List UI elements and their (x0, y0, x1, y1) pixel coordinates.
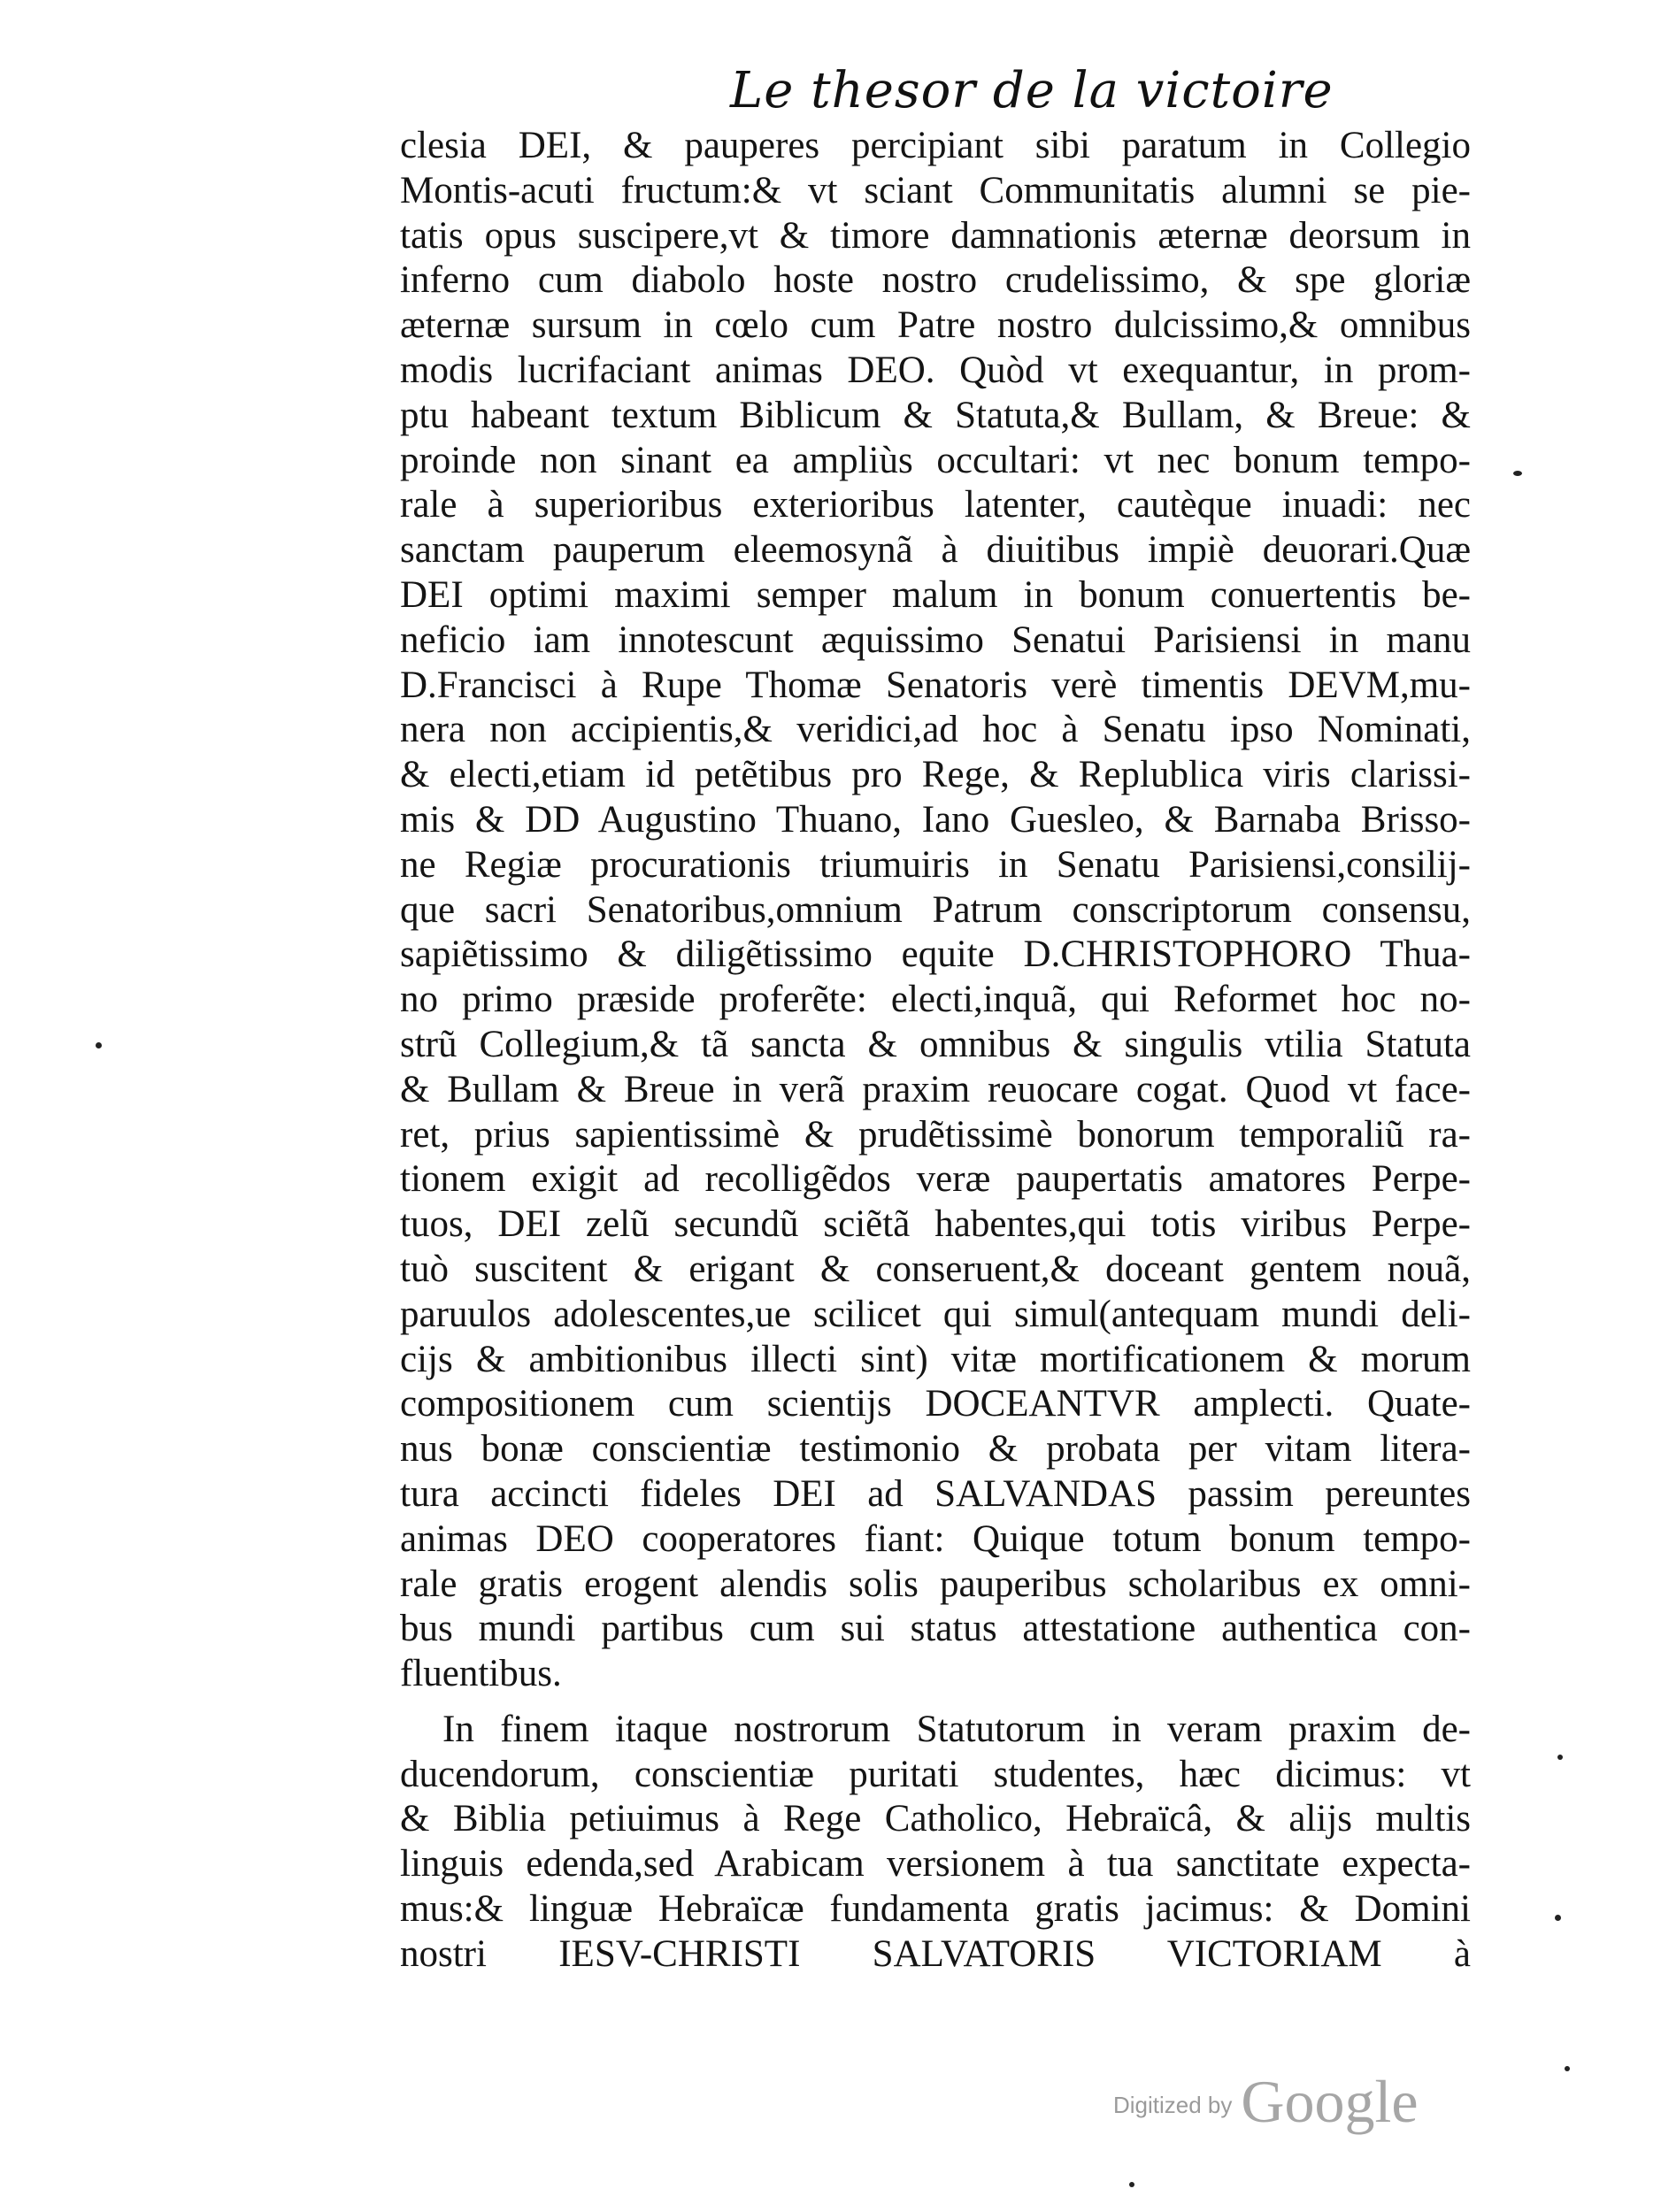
digitized-watermark (1113, 2067, 1419, 2137)
text-line: rale gratis erogent alendis solis pauperibus scholaribus ex omni- (400, 1563, 1471, 1605)
ink-speck (1129, 2182, 1134, 2187)
text-line: DEI optimi maximi semper malum in bonum conuertentis be- (400, 573, 1471, 616)
text-line: nostri IESV-CHRISTI SALVATORIS VICTORIAM à (400, 1932, 1471, 1975)
text-line: sapiẽtissimo & diligẽtissimo equite D.CHRISTOPHORO Thua- (400, 933, 1471, 976)
text-line: rale à superioribus exterioribus latenter, cautèque inuadi: nec (400, 484, 1471, 526)
google-logo: Google (1241, 2068, 1419, 2135)
text-line: tionem exigit ad recolligẽdos veræ paupertatis amatores Perpe- (400, 1158, 1471, 1201)
text-line: ducendorum, conscientiæ puritati studentes, hæc dicimus: vt (400, 1753, 1471, 1795)
text-line: Montis-acuti fructum:& vt sciant Communitatis alumni se pie- (400, 169, 1471, 211)
text-line: modis lucrifaciant animas DEO. Quòd vt exequantur, in prom- (400, 349, 1471, 391)
ink-speck (1557, 1755, 1563, 1760)
ink-speck (1565, 2066, 1570, 2071)
text-line: cijs & ambitionibus illecti sint) vitæ mortificationem & morum (400, 1338, 1471, 1380)
text-line: compositionem cum scientijs DOCEANTVR amplecti. Quate- (400, 1383, 1471, 1425)
paragraph-gap (400, 1697, 1471, 1708)
text-line: tatis opus suscipere,vt & timore damnationis æternæ deorsum in (400, 214, 1471, 257)
text-line: & electi,etiam id petẽtibus pro Rege, & Replublica viris clarissi- (400, 754, 1471, 796)
text-line: tuò suscitent & erigant & conseruent,& doceant gentem nouã, (400, 1248, 1471, 1290)
text-line: clesia DEI, & pauperes percipiant sibi paratum in Collegio (400, 125, 1471, 166)
ink-speck (96, 1042, 102, 1048)
text-line: strũ Collegium,& tã sancta & omnibus & singulis vtilia Statuta (400, 1023, 1471, 1065)
text-line: paruulos adolescentes,ue scilicet qui simul(antequam mundi deli- (400, 1293, 1471, 1335)
text-line: mis & DD Augustino Thuano, Iano Guesleo, & Barnaba Brisso- (400, 798, 1471, 841)
text-line: inferno cum diabolo hoste nostro crudelissimo, & spe gloriæ (400, 259, 1471, 302)
text-line: D.Francisci à Rupe Thomæ Senatoris verè timentis DEVM,mu- (400, 664, 1471, 706)
text-line: proinde non sinant ea ampliùs occultari: vt nec bonum tempo- (400, 439, 1471, 481)
text-line: nus bonæ conscientiæ testimonio & probata per vitam litera- (400, 1428, 1471, 1471)
text-line: & Biblia petiuimus à Rege Catholico, Hebraïcâ, & alijs multis (400, 1798, 1471, 1840)
text-line: neficio iam innotescunt æquissimo Senatui Parisiensi in manu (400, 618, 1471, 661)
text-line: no primo præside proferẽte: electi,inquã, qui Reformet hoc no- (400, 979, 1471, 1021)
text-line: linguis edenda,sed Arabicam versionem à tua sanctitate expecta- (400, 1843, 1471, 1886)
text-line: tuos, DEI zelũ secundũ sciẽtã habentes,qui totis viribus Perpe- (400, 1203, 1471, 1246)
text-line: & Bullam & Breue in verã praxim reuocare cogat. Quod vt face- (400, 1068, 1471, 1110)
text-line: ret, prius sapientissimè & prudẽtissimè bonorum temporaliũ ra- (400, 1113, 1471, 1156)
text-line: animas DEO cooperatores fiant: Quique totum bonum tempo- (400, 1517, 1471, 1560)
text-line: fluentibus. (400, 1653, 562, 1695)
ink-speck (1513, 471, 1522, 476)
running-head: Le thesor de la victoire (730, 62, 1334, 119)
body-text (400, 124, 1471, 1978)
text-line: æternæ sursum in cœlo cum Patre nostro dulcissimo,& omnibus (400, 304, 1471, 347)
text-line: que sacri Senatoribus,omnium Patrum conscriptorum consensu, (400, 888, 1471, 931)
text-line: nera non accipientis,& veridici,ad hoc à Senatu ipso Nominati, (400, 709, 1471, 751)
text-line: In finem itaque nostrorum Statutorum in veram praxim de- (442, 1708, 1471, 1750)
ink-speck (1555, 1915, 1561, 1921)
digitized-by-label: Digitized by (1113, 2092, 1233, 2118)
text-line: mus:& linguæ Hebraïcæ fundamenta gratis jacimus: & Domini (400, 1888, 1471, 1931)
text-line: bus mundi partibus cum sui status attestatione authentica con- (400, 1608, 1471, 1650)
text-line: sanctam pauperum eleemosynã à diuitibus impiè deuorari.Quæ (400, 529, 1471, 572)
text-line: ne Regiæ procurationis triumuiris in Senatu Parisiensi,consilij- (400, 843, 1471, 886)
text-line: tura accincti fideles DEI ad SALVANDAS passim pereuntes (400, 1472, 1471, 1515)
text-line: ptu habeant textum Biblicum & Statuta,& Bullam, & Breue: & (400, 394, 1471, 436)
